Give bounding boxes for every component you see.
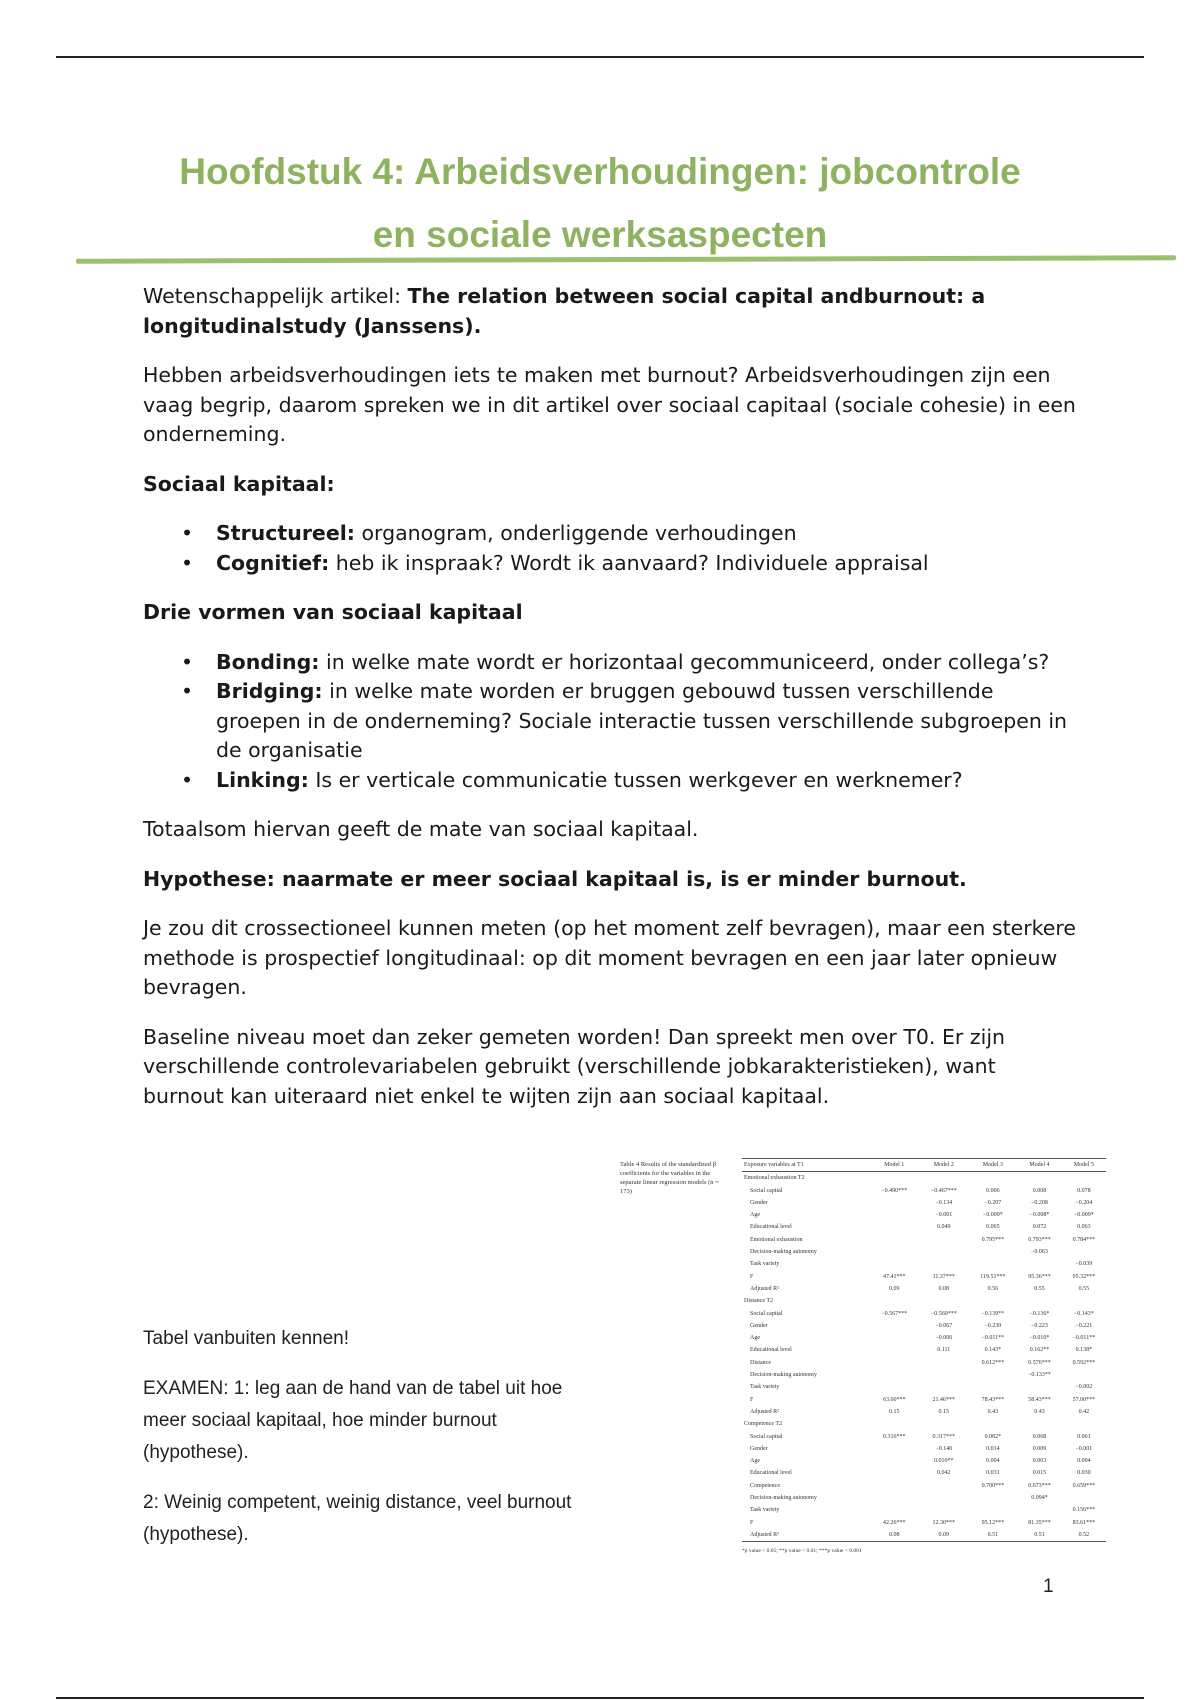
table-cell: 0.55 (1078, 1285, 1090, 1292)
table-header-cell: Model 2 (919, 1159, 969, 1172)
table-row-label: F (750, 1273, 754, 1280)
table-cell: −0.039 (1075, 1261, 1093, 1268)
table-row-label: Competence T2 (744, 1421, 783, 1428)
table-cell: −0.560*** (930, 1310, 957, 1317)
table-header-cell: Model 5 (1062, 1159, 1106, 1172)
table-cell (969, 1492, 1018, 1504)
table-cell: 0.078 (1077, 1187, 1091, 1194)
table-row-label: F (750, 1519, 754, 1526)
table-cell: −0.467*** (930, 1187, 957, 1194)
table-cell (1062, 1369, 1106, 1381)
table-row (742, 1320, 1106, 1332)
table-cell (969, 1418, 1018, 1430)
table-cell: 0.061 (1077, 1433, 1091, 1440)
table-cell (869, 1504, 919, 1516)
table-cell: 58.43*** (1028, 1396, 1051, 1403)
table-cell: −0.134 (935, 1199, 953, 1206)
table-row (742, 1344, 1106, 1356)
table-cell: 0.42 (1078, 1408, 1090, 1415)
table-cell (1062, 1295, 1106, 1307)
table-cell (919, 1246, 969, 1258)
table-cell: −0.204 (1075, 1199, 1093, 1206)
table-cell: −0.223 (1030, 1322, 1048, 1329)
table-cell (969, 1369, 1018, 1381)
bullet-icon: • (181, 521, 194, 545)
table-row-label: Adjusted R² (750, 1285, 779, 1292)
table-row (742, 1369, 1106, 1381)
hypothesis: Hypothese: naarmate er meer sociaal kapitaal is, is er minder burnout. (143, 866, 967, 891)
table-cell: −0.011** (1072, 1335, 1096, 1342)
table-cell: 0.030 (1077, 1470, 1091, 1477)
table-cell: 0.156*** (1072, 1507, 1096, 1514)
table-cell: −0.230 (984, 1322, 1002, 1329)
table-cell: 95.32*** (1072, 1273, 1096, 1280)
bullet-icon: • (181, 649, 194, 674)
table-header-cell: Model 4 (1017, 1159, 1062, 1172)
table-body (742, 1172, 1106, 1542)
table-cell: 63.60*** (882, 1396, 906, 1403)
article-reference (143, 282, 1078, 341)
table-cell: 0.55 (1034, 1285, 1045, 1292)
table-cell: 0.15 (888, 1408, 900, 1415)
table-cell (869, 1480, 919, 1492)
table-cell: 0.015 (1032, 1470, 1047, 1477)
table-cell: 0.15 (938, 1408, 950, 1415)
table-cell: −0.133** (1027, 1372, 1051, 1379)
table-row (742, 1185, 1106, 1197)
table-row-label: Social capital (750, 1310, 783, 1317)
table-cell (919, 1504, 969, 1516)
table-cell (969, 1381, 1018, 1393)
table-cell: 0.51 (1017, 1529, 1062, 1542)
table-row-label: Gender (750, 1199, 768, 1206)
table-row-label: Task variety (750, 1507, 780, 1514)
table-cell: 0.52 (1062, 1529, 1106, 1542)
table-cell: −0.136* (1029, 1310, 1050, 1317)
table-row-label: Social capital (750, 1187, 783, 1194)
table-row (742, 1197, 1106, 1209)
table-cell: 95.36*** (1028, 1273, 1051, 1280)
three-forms-list (143, 648, 1078, 796)
table-cell: 0.793*** (1028, 1236, 1051, 1243)
table-cell: 0.576*** (1028, 1359, 1051, 1366)
table-cell: −0.567*** (881, 1310, 908, 1317)
table-cell: −0.001 (935, 1212, 953, 1219)
table-cell: 83.61*** (1072, 1519, 1096, 1526)
table-cell: 0.068 (1032, 1433, 1047, 1440)
table-cell (919, 1357, 969, 1369)
table-row-label: Adjusted R² (750, 1408, 779, 1415)
table-cell: 119.51*** (980, 1273, 1006, 1280)
table-cell (919, 1258, 969, 1270)
table-cell: 47.41*** (882, 1273, 906, 1280)
bullet-icon: • (181, 550, 194, 575)
table-row (742, 1357, 1106, 1369)
table-cell: 78.43*** (981, 1396, 1005, 1403)
table-cell: 0.010** (934, 1458, 954, 1465)
table-cell (869, 1295, 919, 1307)
table-row (742, 1381, 1106, 1393)
table-cell: 0.659*** (1072, 1482, 1096, 1489)
paragraph-baseline: Baseline niveau moet dan zeker gemeten worden! Dan spreekt men over T0. Er zijn verschillende controlevariabelen gebruikt (verschillende jobkarakteristieken), want burnout kan uiteraard niet enkel te wijten zijn aan sociaal kapitaal. (143, 1024, 1006, 1108)
table-cell: 0.009 (1032, 1445, 1047, 1452)
table-footnote: *p value < 0.05; **p value < 0.01; ***p value < 0.001 (742, 1548, 862, 1554)
regression-table-image (620, 1158, 1106, 1558)
table-row (742, 1455, 1106, 1467)
table-row-label: Decision-making autonomy (750, 1249, 817, 1256)
table-cell (969, 1504, 1018, 1516)
note-memorize-table: Tabel vanbuiten kennen! (143, 1328, 349, 1349)
table-row (742, 1467, 1106, 1479)
table-row (742, 1443, 1106, 1455)
table-cell (869, 1209, 919, 1221)
table-cell: 0.673*** (1028, 1482, 1051, 1489)
table-cell: −0.221 (1075, 1322, 1093, 1329)
table-row (742, 1394, 1106, 1406)
table-cell (919, 1381, 969, 1393)
table-cell (1017, 1418, 1062, 1430)
table-cell: 0.09 (888, 1285, 900, 1292)
table-cell (919, 1234, 969, 1246)
table-cell: −0.002 (1075, 1384, 1093, 1391)
table-row-label: Distance T2 (744, 1298, 774, 1305)
table-cell: −0.001 (1075, 1445, 1093, 1452)
table-cell: 95.12*** (981, 1519, 1005, 1526)
table-cell (869, 1246, 919, 1258)
table-cell (869, 1172, 919, 1185)
table-cell (869, 1258, 919, 1270)
bullet-icon: • (181, 679, 194, 703)
table-row-label: Gender (750, 1445, 768, 1452)
table-row-label: F (750, 1396, 754, 1403)
table-row (742, 1308, 1106, 1320)
table-cell: 0.031 (986, 1470, 1000, 1477)
table-cell: 0.006 (986, 1187, 1000, 1194)
table-cell: −0.008* (1029, 1212, 1050, 1219)
list-item: • Bonding: in welke mate wordt er horizontaal gecommuniceerd, onder collega’s? (143, 648, 1078, 678)
table-cell (869, 1443, 919, 1455)
table-cell: 11.37*** (932, 1273, 955, 1280)
table-row-label: Decision-making autonomy (750, 1372, 817, 1379)
table-cell (869, 1418, 919, 1430)
table-header-cell: Model 1 (869, 1159, 919, 1172)
table-cell: 0.063 (1077, 1224, 1091, 1231)
table-cell (919, 1172, 969, 1185)
list-item: • Bridging: in welke mate worden er bruggen gebouwd tussen verschillende groepen in de onderneming? Sociale interactie tussen verschillende subgroepen in de organisatie (181, 679, 1068, 762)
table-cell: −0.067 (935, 1322, 953, 1329)
table-cell: −0.490*** (881, 1187, 908, 1194)
table-cell (869, 1234, 919, 1246)
table-row-label: Distance (750, 1359, 771, 1366)
table-cell: 0.317*** (932, 1433, 956, 1440)
table-row-label: Gender (750, 1322, 768, 1329)
table-row-label: Social capital (750, 1433, 783, 1440)
regression-table (742, 1158, 1106, 1542)
table-cell: 0.138* (1075, 1347, 1093, 1354)
chapter-title-line-2: en sociale werksaspecten (372, 214, 828, 255)
table-cell: 42.26*** (882, 1519, 906, 1526)
chapter-title (120, 140, 1080, 266)
table-cell: 0.014 (986, 1445, 1000, 1452)
exam-notes (143, 1323, 603, 1569)
bullet-icon: • (181, 767, 194, 792)
table-cell (869, 1467, 919, 1479)
table-cell (869, 1492, 919, 1504)
table-cell (1062, 1418, 1106, 1430)
table-header-cell: Model 3 (969, 1159, 1018, 1172)
table-cell (919, 1492, 969, 1504)
table-cell: 0.784*** (1072, 1236, 1096, 1243)
table-row (742, 1431, 1106, 1443)
table-cell: 0.43 (1034, 1408, 1045, 1415)
table-cell: −0.208 (1030, 1199, 1048, 1206)
table-cell: 0.065 (986, 1224, 1000, 1231)
table-cell: 0.592*** (1072, 1359, 1096, 1366)
table-row (742, 1283, 1106, 1295)
table-row (742, 1172, 1106, 1185)
document-body (143, 282, 1078, 1131)
table-cell: −0.009* (982, 1212, 1003, 1219)
table-row (742, 1517, 1106, 1529)
table-cell: −0.207 (984, 1199, 1002, 1206)
table-cell: −0.139** (981, 1310, 1005, 1317)
table-cell: −0.009* (1073, 1212, 1094, 1219)
page-number: 1 (1043, 1576, 1054, 1597)
table-cell: 0.049 (937, 1224, 951, 1231)
table-cell: 0.08 (938, 1285, 950, 1292)
table-row-label: Competence (750, 1482, 780, 1489)
table-cell (869, 1455, 919, 1467)
table-row (742, 1221, 1106, 1233)
table-cell: 0.162** (1029, 1347, 1050, 1354)
header-rule (56, 56, 1144, 58)
table-cell (869, 1221, 919, 1233)
table-row (742, 1271, 1106, 1283)
table-row-label: Educational level (750, 1224, 792, 1231)
social-capital-list (143, 519, 1078, 578)
table-cell: 0.003 (1032, 1458, 1047, 1465)
table-row-label: Educational level (750, 1470, 792, 1477)
table-row-label: Task variety (750, 1384, 780, 1391)
table-cell: −0.143* (1073, 1310, 1094, 1317)
table-row (742, 1246, 1106, 1258)
table-cell: 0.094* (1031, 1495, 1048, 1502)
table-cell: 0.316*** (882, 1433, 906, 1440)
table-row-label: Age (750, 1335, 760, 1342)
table-header-cell: Exposure variables at T1 (742, 1159, 869, 1172)
table-cell: 0.143* (984, 1347, 1002, 1354)
table-cell (969, 1172, 1018, 1185)
table-cell: 0.042 (937, 1470, 951, 1477)
table-cell: −0.011** (981, 1335, 1005, 1342)
table-cell (1017, 1258, 1062, 1270)
table-cell: 57.00*** (1072, 1396, 1096, 1403)
table-cell (969, 1295, 1018, 1307)
section-heading-three-forms: Drie vormen van sociaal kapitaal (143, 600, 523, 624)
table-row-label: Emotional exhaustion T2 (744, 1175, 805, 1182)
table-cell (869, 1320, 919, 1332)
table-cell: 0.795*** (981, 1236, 1005, 1243)
table-cell (1017, 1504, 1062, 1516)
table-cell: −0.063 (1030, 1249, 1048, 1256)
table-cell: 0.111 (937, 1347, 951, 1354)
list-item: • Structureel: organogram, onderliggende verhoudingen (143, 519, 1078, 549)
table-row (742, 1529, 1106, 1542)
table-cell: 0.004 (986, 1458, 1000, 1465)
table-row (742, 1209, 1106, 1221)
table-cell: −0.140 (935, 1445, 953, 1452)
table-row-label: Age (750, 1212, 760, 1219)
table-row (742, 1258, 1106, 1270)
table-cell (869, 1381, 919, 1393)
table-cell (1017, 1381, 1062, 1393)
table-row-label: Educational level (750, 1347, 792, 1354)
section-heading-social-capital: Sociaal kapitaal: (143, 471, 335, 496)
table-row (742, 1295, 1106, 1307)
table-cell (969, 1246, 1018, 1258)
table-cell: 0.51 (969, 1529, 1018, 1542)
list-item: • Cognitief: heb ik inspraak? Wordt ik aanvaard? Individuele appraisal (143, 549, 1078, 579)
table-cell (1017, 1295, 1062, 1307)
table-cell: 0.008 (1032, 1187, 1047, 1194)
chapter-title-line-1: Hoofdstuk 4: Arbeidsverhoudingen: jobcontrole (179, 151, 1021, 192)
article-prefix: Wetenschappelijk artikel: (143, 284, 408, 308)
table-cell: 12.30*** (932, 1519, 956, 1526)
table-row (742, 1406, 1106, 1418)
table-cell: 81.35*** (1028, 1519, 1051, 1526)
table-row-label: Adjusted R² (742, 1529, 869, 1542)
table-row-label: Decision-making autonomy (750, 1495, 817, 1502)
table-caption: Table 4 Results of the standardized β coefficients for the variables in the separate linear regression models (n = 173) (620, 1161, 719, 1195)
table-cell: 0.09 (919, 1529, 969, 1542)
table-cell: 0.56 (987, 1285, 999, 1292)
table-cell (869, 1344, 919, 1356)
table-cell (869, 1197, 919, 1209)
paragraph-intro: Hebben arbeidsverhoudingen iets te maken met burnout? Arbeidsverhoudingen zijn een vaag begrip, daarom spreken we in dit artikel over sociaal capitaal (sociale cohesie) in een onderneming. (143, 363, 1076, 446)
table-row-label: Age (750, 1458, 760, 1465)
table-cell (869, 1357, 919, 1369)
table-cell (869, 1332, 919, 1344)
table-row (742, 1504, 1106, 1516)
table-header-row (742, 1159, 1106, 1172)
table-cell: 0.072 (1032, 1224, 1047, 1231)
table-row (742, 1480, 1106, 1492)
table-cell (919, 1418, 969, 1430)
table-cell: 21.46*** (932, 1396, 956, 1403)
table-cell (969, 1258, 1018, 1270)
table-cell: 0.700*** (981, 1482, 1005, 1489)
paragraph-total: Totaalsom hiervan geeft de mate van sociaal kapitaal. (143, 817, 699, 841)
table-row (742, 1418, 1106, 1430)
table-cell (919, 1295, 969, 1307)
table-cell (1062, 1246, 1106, 1258)
table-cell: 0.082* (984, 1433, 1002, 1440)
note-exam-question-2: 2: Weinig competent, weinig distance, veel burnout (hypothese). (143, 1492, 572, 1545)
table-cell: 0.612*** (981, 1359, 1005, 1366)
table-cell (919, 1369, 969, 1381)
table-row-label: Task variety (750, 1261, 780, 1268)
table-row-label: Emotional exhaustion (750, 1236, 803, 1243)
table-cell: −0.006 (935, 1335, 953, 1342)
table-cell (1062, 1492, 1106, 1504)
table-cell (1062, 1172, 1106, 1185)
table-cell: 0.43 (987, 1408, 999, 1415)
table-row (742, 1492, 1106, 1504)
table-cell: 0.004 (1077, 1458, 1091, 1465)
note-exam-question-1: EXAMEN: 1: leg aan de hand van de tabel uit hoe meer sociaal kapitaal, hoe minder burnout (hypothese). (143, 1378, 563, 1463)
table-cell (1017, 1172, 1062, 1185)
table-cell (869, 1369, 919, 1381)
table-row (742, 1332, 1106, 1344)
footer-rule (56, 1697, 1144, 1699)
table-row (742, 1234, 1106, 1246)
table-cell: −0.010* (1029, 1335, 1050, 1342)
list-item: • Linking: Is er verticale communicatie tussen werkgever en werknemer? (143, 766, 1078, 796)
article-title: The relation between social capital andburnout: a longitudinalstudy (Janssens). (143, 284, 986, 338)
paragraph-method: Je zou dit crossectioneel kunnen meten (op het moment zelf bevragen), maar een sterkere methode is prospectief longitudinaal: op dit moment bevragen en een jaar later opnieuw bevragen. (143, 916, 1077, 999)
table-cell (919, 1480, 969, 1492)
table-cell: 0.08 (869, 1529, 919, 1542)
